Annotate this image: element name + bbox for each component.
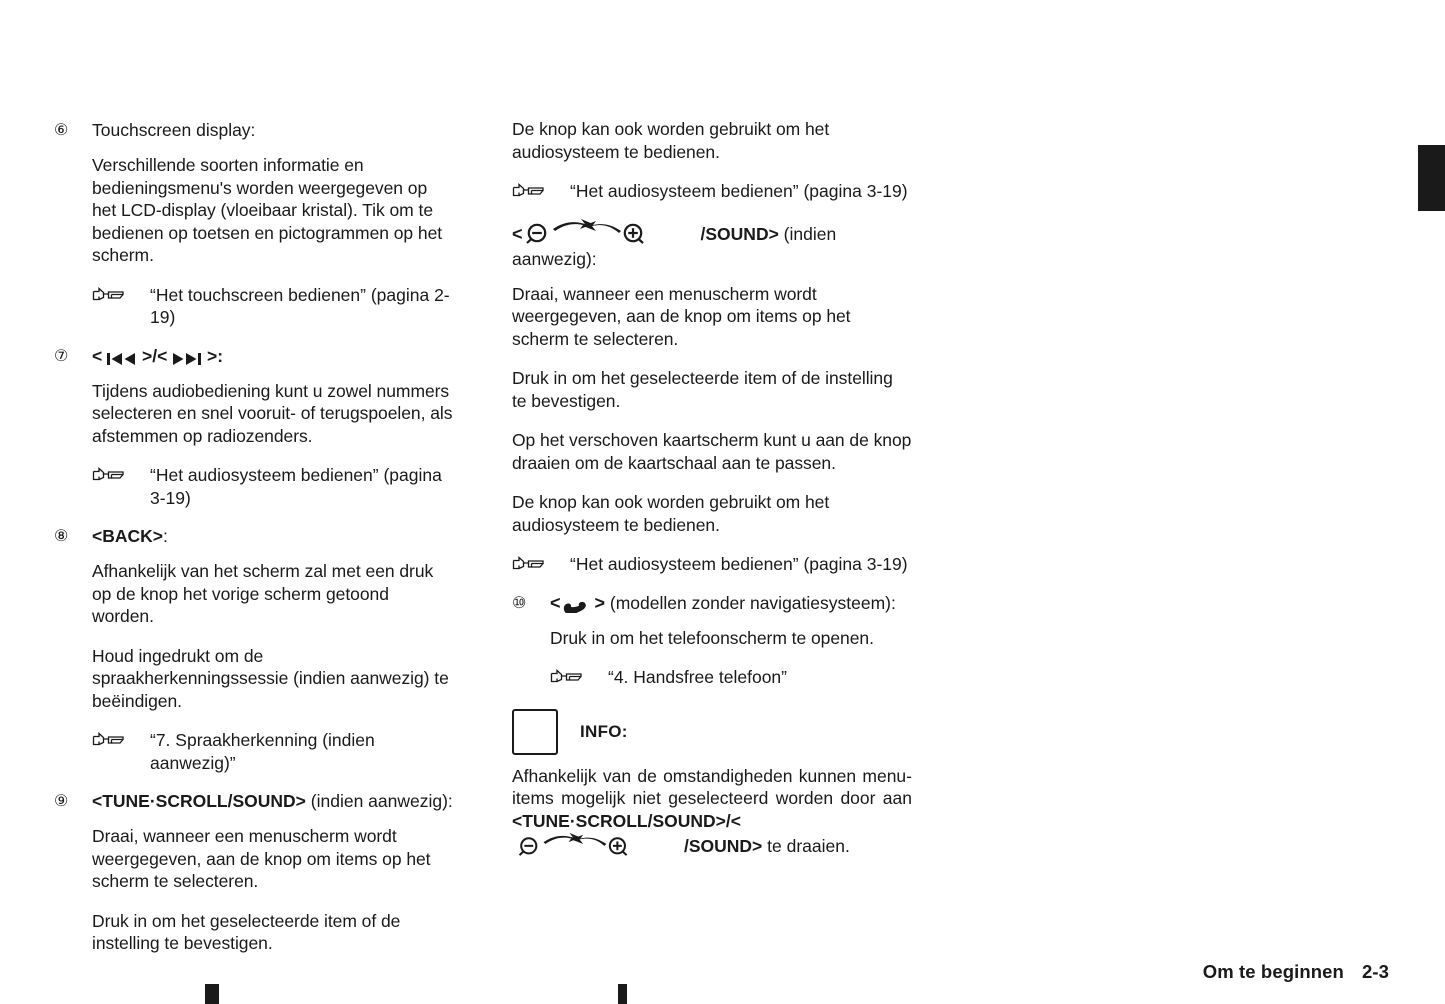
item-number-7: ⑦ xyxy=(54,347,69,365)
item-8-heading-tail: : xyxy=(163,526,168,546)
zoom-sound-label: /SOUND> xyxy=(700,223,779,244)
zoom-sound-paragraph-1: Draai, wanneer een menuscherm wordt weergegeven, aan de knop om items op het scherm te selecteren. xyxy=(512,283,851,349)
zoom-sound-paragraph-4: De knop kan ook worden gebruikt om het audiosysteem te bedienen. xyxy=(512,492,830,535)
item-9-heading-text xyxy=(92,789,454,814)
item-7-heading-text xyxy=(92,344,454,369)
right-column xyxy=(512,118,912,858)
pointing-hand-icon xyxy=(512,553,570,573)
list-item-7 xyxy=(54,344,454,510)
item-9-continued-reference xyxy=(512,180,912,203)
item-6-heading-text: Touchscreen display: xyxy=(92,120,256,140)
info-bold-tune-scroll: <TUNE·SCROLL/SOUND>/< xyxy=(512,810,741,831)
angle-open: < xyxy=(550,592,561,613)
page-footer xyxy=(1203,961,1389,983)
item-7-reference-text: “Het audiosysteem bedienen” (pagina 3-19) xyxy=(150,465,442,508)
item-9-heading-tail: (indien aanwezig): xyxy=(305,791,453,811)
left-column xyxy=(54,118,454,972)
info-title: INFO: xyxy=(580,721,628,741)
pointing-hand-icon xyxy=(512,180,570,200)
footer-section-title: Om te beginnen xyxy=(1202,961,1344,982)
footer-page-number: 2-3 xyxy=(1361,961,1389,982)
pointing-hand-icon xyxy=(550,666,608,686)
item-8-heading xyxy=(54,524,454,549)
item-9-continued xyxy=(512,118,912,203)
item-number-6: ⑥ xyxy=(54,122,69,139)
item-8-paragraph-1: Afhankelijk van het scherm zal met een druk op de knop het vorige scherm getoond worden. xyxy=(92,561,434,626)
back-button-label: <BACK> xyxy=(92,526,163,546)
item-9-paragraph-2: Druk in om het geselecteerde item of de instelling te bevestigen. xyxy=(92,910,401,953)
zoom-sound-paragraph-2: Druk in om het geselecteerde item of de instelling te bevestigen. xyxy=(512,368,893,411)
item-9-heading xyxy=(54,789,454,814)
item-6-reference xyxy=(92,284,454,329)
item-10-heading-tail: (modellen zonder navigatiesysteem): xyxy=(605,592,896,613)
zoom-sound-heading-tail: (indien aanwezig): xyxy=(512,223,837,269)
phone-handset-icon xyxy=(561,591,595,613)
info-heading xyxy=(512,709,912,755)
pointing-hand-icon xyxy=(92,284,150,304)
chapter-edge-tab xyxy=(1418,145,1445,211)
tune-scroll-sound-label: <TUNE·SCROLL/SOUND> xyxy=(92,791,306,811)
info-block xyxy=(512,709,912,858)
item-10-heading-text xyxy=(550,591,912,616)
pointing-hand-icon xyxy=(92,464,150,484)
zoom-sound-heading xyxy=(512,218,912,272)
item-9-continued-paragraph: De knop kan ook worden gebruikt om het audiosysteem te bedienen. xyxy=(512,119,830,162)
item-10-reference xyxy=(550,666,912,689)
item-9-paragraph-1: Draai, wanneer een menuscherm wordt weergegeven, aan de knop om items op het scherm te selecteren. xyxy=(92,826,431,891)
item-10-heading xyxy=(512,591,912,616)
angle-open: < xyxy=(512,223,523,244)
item-8-heading-text xyxy=(92,524,454,549)
info-bold-sound: /SOUND> xyxy=(684,836,763,856)
item-7-reference xyxy=(92,464,454,509)
angle-close: > xyxy=(594,592,606,613)
zoom-sound-heading-text xyxy=(512,218,912,272)
item-6-heading xyxy=(54,118,454,143)
item-6-reference-text: “Het touchscreen bedienen” (pagina 2-19) xyxy=(150,284,450,327)
item-number-9: ⑨ xyxy=(54,793,69,810)
zoom-sound-paragraph-3: Op het verschoven kaartscherm kunt u aan de knop draaien om de kaartschaal aan te passen. xyxy=(512,430,912,473)
angle-open: < xyxy=(92,345,103,366)
registration-mark-left xyxy=(205,984,219,1004)
zoom-knob-icon xyxy=(523,218,701,244)
list-item-9 xyxy=(54,789,454,955)
list-item-10 xyxy=(512,591,912,689)
zoom-knob-icon xyxy=(512,832,684,856)
item-number-8: ⑧ xyxy=(54,528,69,545)
zoom-sound-reference-text: “Het audiosysteem bedienen” (pagina 3-19) xyxy=(570,554,908,574)
list-item-8 xyxy=(54,524,454,774)
pointing-hand-icon xyxy=(92,729,150,749)
item-8-reference-text: “7. Spraakherkenning (indien aanwezig)” xyxy=(150,730,375,773)
item-7-heading xyxy=(54,344,454,369)
item-6-paragraph: Verschillende soorten informatie en bedieningsmenu's worden weergegeven op het LCD-display (vloeibaar kristal). Tik om te bedienen op toetsen en pictogrammen op het scherm. xyxy=(92,155,443,265)
angle-mid: >/< xyxy=(141,345,168,366)
item-9-continued-reference-text: “Het audiosysteem bedienen” (pagina 3-19) xyxy=(570,181,908,201)
angle-close: >: xyxy=(207,345,224,366)
item-10-reference-text: “4. Handsfree telefoon” xyxy=(608,667,787,687)
list-item-zoom-sound xyxy=(512,218,912,576)
item-8-paragraph-2: Houd ingedrukt om de spraakherkenningssessie (indien aanwezig) te beëindigen. xyxy=(92,645,449,711)
info-text-after: te draaien. xyxy=(762,836,850,856)
info-body xyxy=(512,765,912,858)
list-item-6 xyxy=(54,118,454,329)
info-text-before: Afhankelijk van de omstandigheden kunnen menu-items mogelijk niet geselecteerd worden door aan xyxy=(512,765,912,808)
item-8-reference xyxy=(92,729,454,774)
info-icon xyxy=(512,709,558,755)
next-track-icon xyxy=(172,352,202,366)
previous-track-icon xyxy=(107,352,137,366)
item-7-paragraph: Tijdens audiobediening kunt u zowel nummers selecteren en snel vooruit- of terugspoelen, als afstemmen op radiozenders. xyxy=(92,380,453,446)
item-10-paragraph: Druk in om het telefoonscherm te openen. xyxy=(550,627,874,648)
registration-mark-center xyxy=(618,984,627,1004)
item-number-10: ⑩ xyxy=(512,594,527,612)
zoom-sound-reference xyxy=(512,553,912,576)
